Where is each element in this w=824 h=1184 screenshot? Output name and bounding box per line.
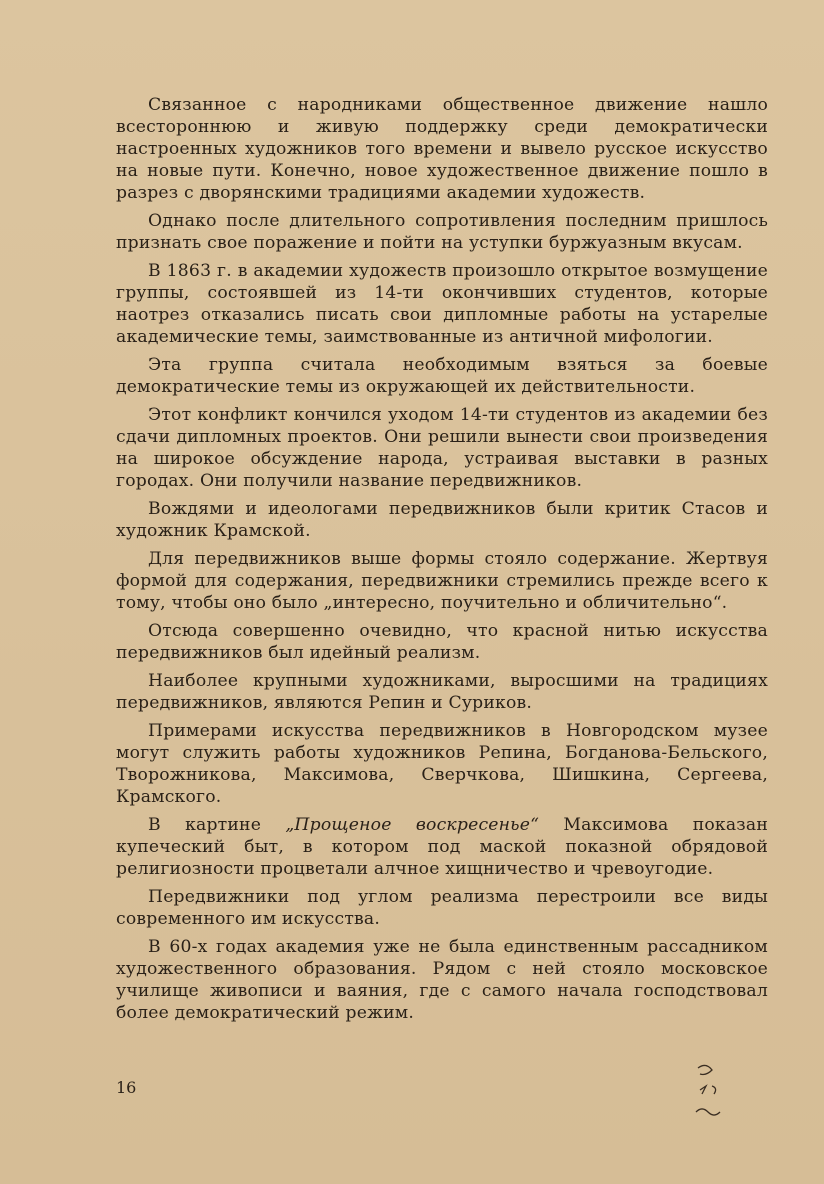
margin-scribbles <box>690 1060 750 1130</box>
paragraph-1: Связанное с народниками общественное движение нашло всестороннюю и живую поддержку среди демократически настроенных художников того времени и вывело русское искусство на новые пути. Конечно, новое художественное движение пошло в разрез с дворянскими традициями академии художеств. <box>116 95 768 203</box>
paragraph-5: Этот конфликт кончился уходом 14-ти студентов из академии без сдачи дипломных проектов. Они решили вынести свои произведения на широкое обсуждение народа, устраивая выставки в разных городах. Они получили название передвижников. <box>116 405 768 491</box>
painting-title: „Прощеное воскресенье“ <box>285 815 540 835</box>
paragraph-13: В 60-х годах академия уже не была единственным рассадником художественного образования. Рядом с ней стояло московское училище живописи и ваяния, где с самого начала господствовал более демократический режим. <box>116 937 768 1023</box>
paragraph-11-before: В картине <box>148 815 286 835</box>
paragraph-7: Для передвижников выше формы стояло содержание. Жертвуя формой для содержания, передвижники стремились прежде всего к тому, чтобы оно было „интересно, поучительно и обличительно“. <box>116 549 768 613</box>
page-number: 16 <box>116 1078 137 1097</box>
paragraph-11-after: Максимова показан купеческий быт, в котором под маской показной обрядовой религиозности процветали алчное хищничество и чревоугодие. <box>116 815 768 879</box>
paragraph-2: Однако после длительного сопротивления последним пришлось признать свое поражение и пойти на уступки буржуазным вкусам. <box>116 211 768 253</box>
paragraph-8: Отсюда совершенно очевидно, что красной нитью искусства передвижников был идейный реализм. <box>116 621 768 663</box>
paragraph-12: Передвижники под углом реализма перестроили все виды современного им искусства. <box>116 887 768 929</box>
body-text <box>116 94 768 1030</box>
paragraph-11 <box>116 814 768 880</box>
paragraph-6: Вождями и идеологами передвижников были критик Стасов и художник Крамской. <box>116 499 768 541</box>
paragraph-3: В 1863 г. в академии художеств произошло открытое возмущение группы, состоявшей из 14-ти окончивших студентов, которые наотрез отказались писать свои дипломные работы на устарелые академические темы, заимствованные из античной мифологии. <box>116 261 768 347</box>
paragraph-4: Эта группа считала необходимым взяться за боевые демократические темы из окружающей их действительности. <box>116 355 768 397</box>
paragraph-10: Примерами искусства передвижников в Новгородском музее могут служить работы художников Репина, Богданова-Бельского, Творожникова, Максимова, Сверчкова, Шишкина, Сергеева, Крамского. <box>116 721 768 807</box>
paragraph-9: Наиболее крупными художниками, выросшими на традициях передвижников, являются Репин и Суриков. <box>116 671 768 713</box>
